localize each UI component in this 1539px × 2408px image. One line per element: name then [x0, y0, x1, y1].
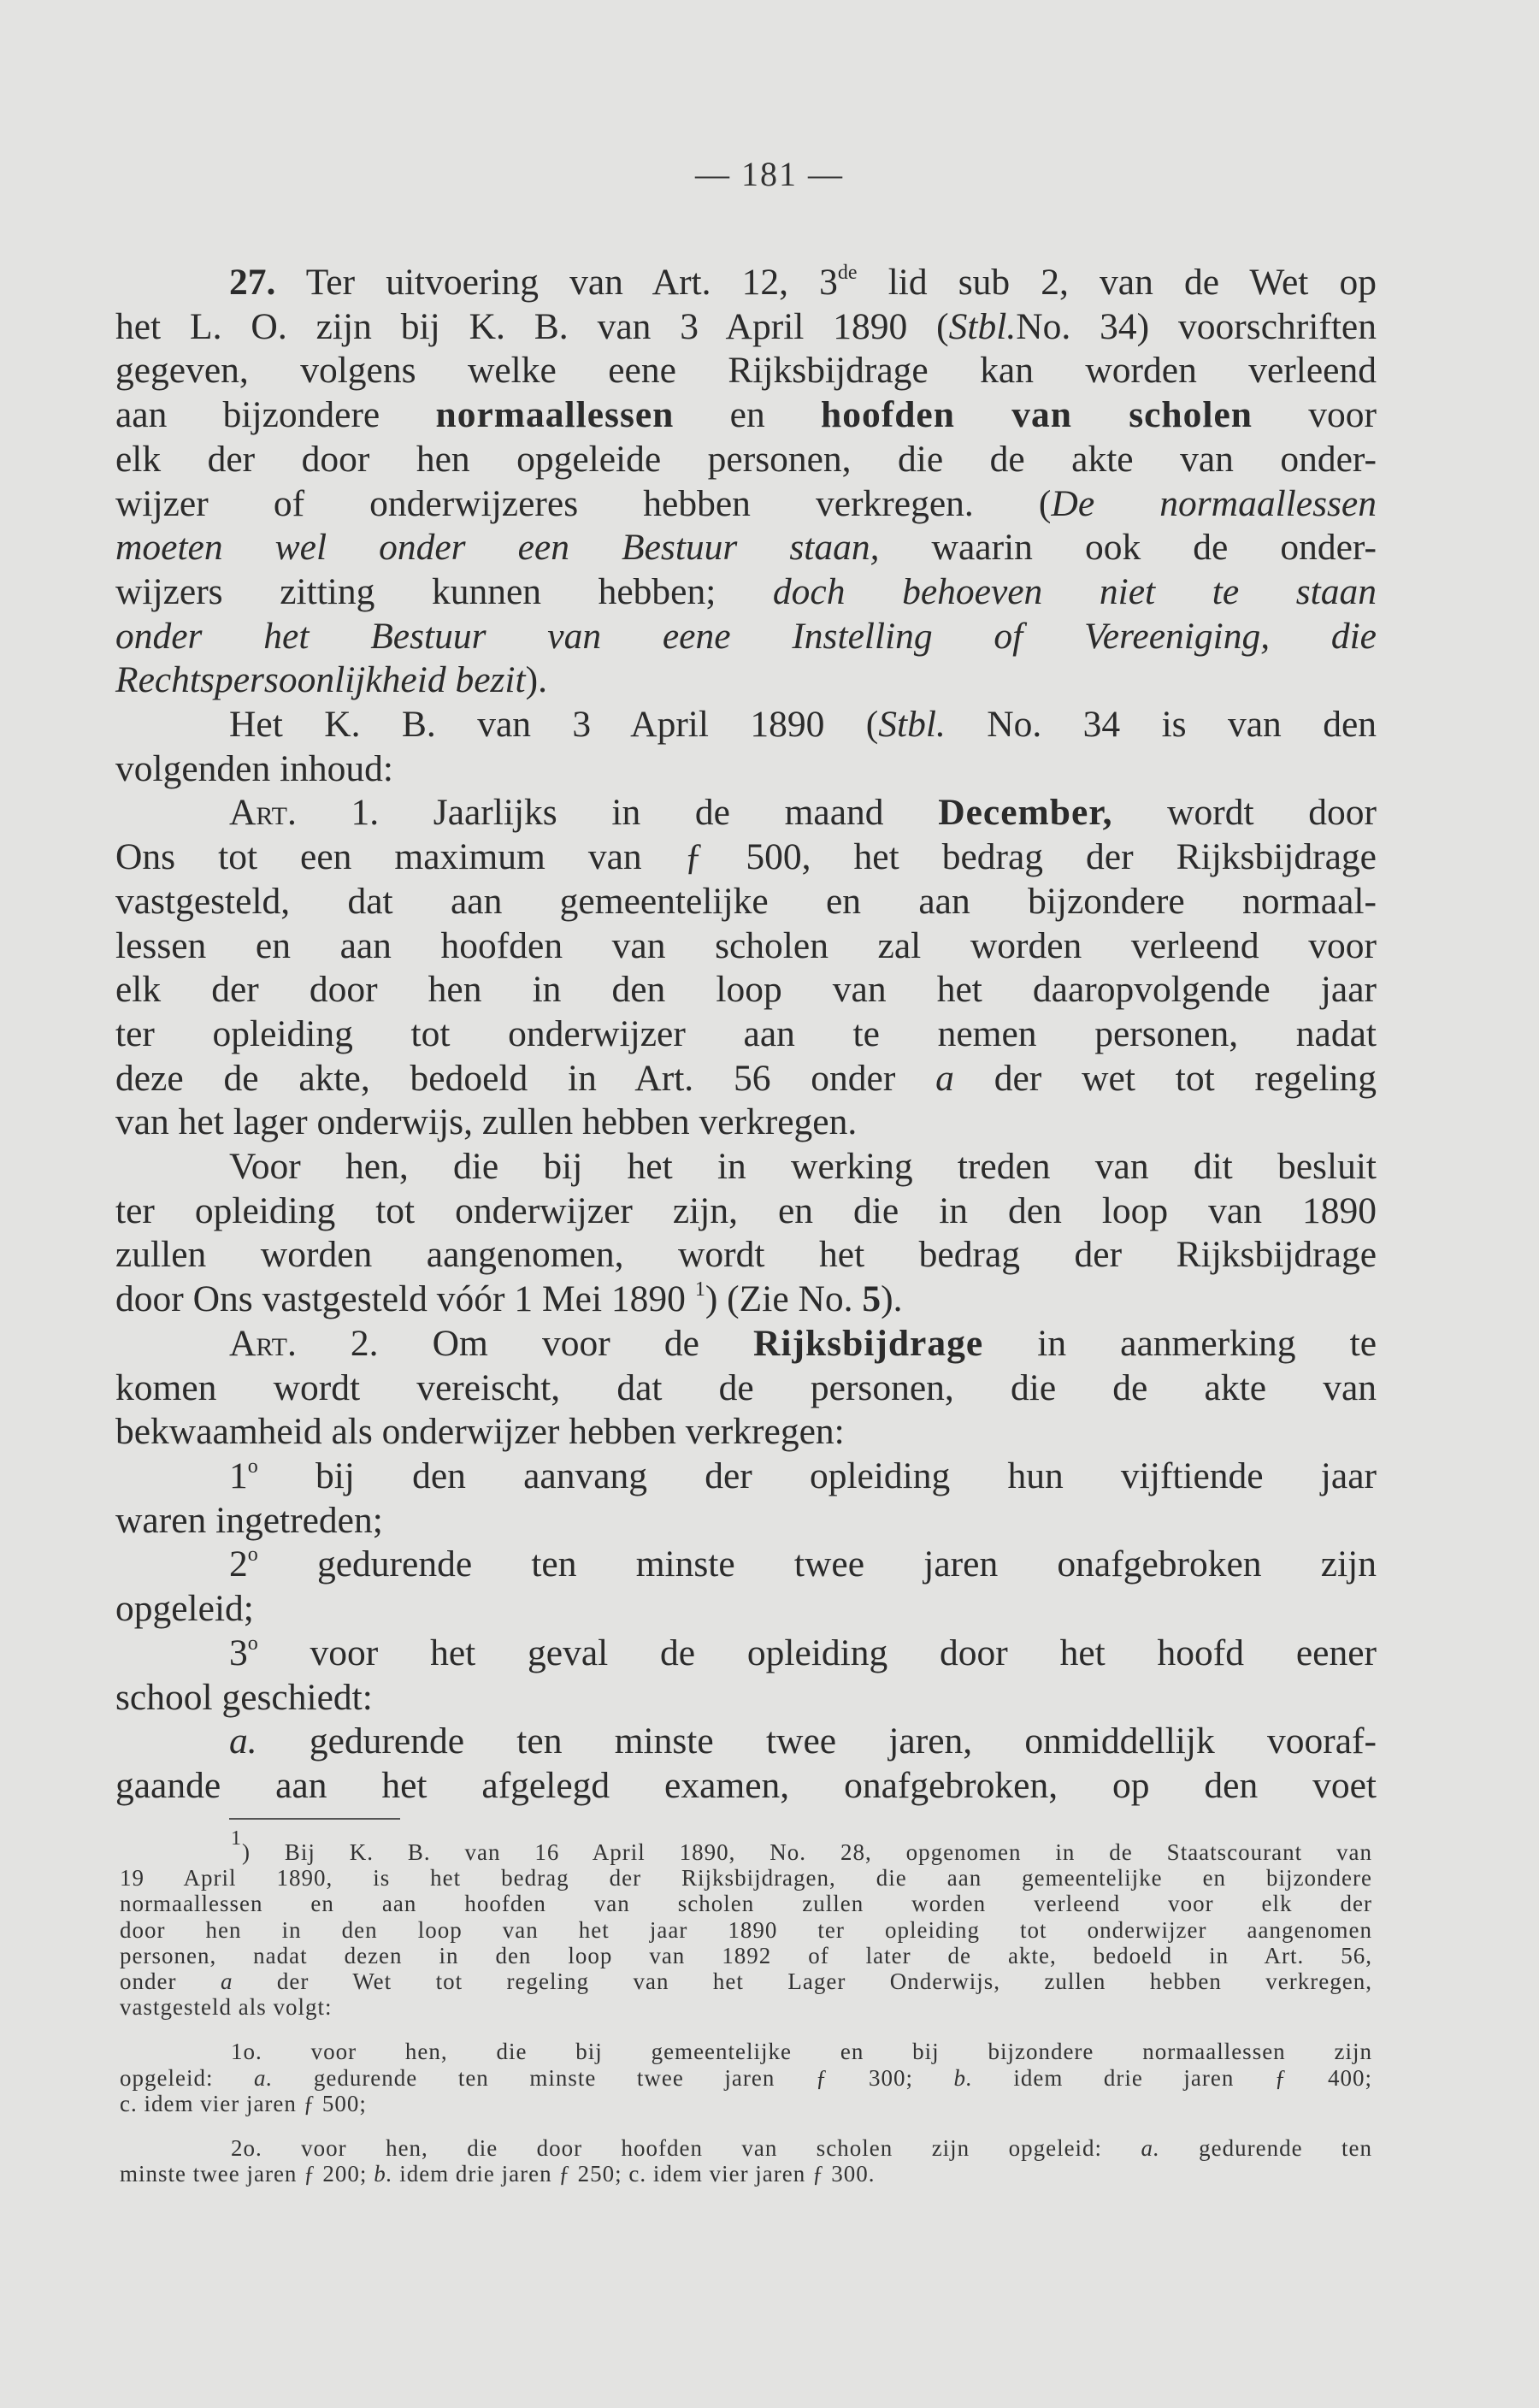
- text-line: Voor hen, die bij het in werking treden van dit besluit: [229, 1146, 1377, 1188]
- footnote-line: minste twee jaren ƒ 200; b. idem drie jaren ƒ 250; c. idem vier jaren ƒ 300.: [120, 2161, 876, 2187]
- footnote-marker: 1: [231, 1827, 242, 1850]
- text-line: onder het Bestuur van eene Instelling of Vereeniging, die: [115, 615, 1377, 657]
- text-line: Art. 1. Jaarlijks in de maand December, wordt door: [229, 792, 1377, 834]
- text-line: bekwaamheid als onderwijzer hebben verkregen:: [115, 1411, 845, 1453]
- text-line: ter opleiding tot onderwijzer aan te nemen personen, nadat: [115, 1012, 1377, 1054]
- text-line: aan bijzondere normaallessen en hoofden van scholen voor: [115, 394, 1377, 436]
- text-line: gegeven, volgens welke eene Rijksbijdrage kan worden verleend: [115, 350, 1377, 392]
- text-line: 3$^o$ voor het geval de opleiding door het hoofd eener: [229, 1632, 1377, 1673]
- text-line: elk der door hen in den loop van het daaropvolgende jaar: [115, 969, 1377, 1011]
- text-line: a. gedurende ten minste twee jaren, onmiddellijk vooraf-: [229, 1720, 1377, 1762]
- text-line: wijzer of onderwijzeres hebben verkregen. (De normaallessen: [115, 482, 1377, 524]
- footnote-line: normaallessen en aan hoofden van scholen zullen worden verleend voor elk der: [120, 1891, 1372, 1917]
- text-line: gaande aan het afgelegd examen, onafgebroken, op den voet: [115, 1764, 1377, 1806]
- text-line: van het lager onderwijs, zullen hebben verkregen.: [115, 1101, 858, 1143]
- text-line: het L. O. zijn bij K. B. van 3 April 1890 (Stbl.No. 34) voorschriften: [115, 305, 1377, 347]
- text-line: ter opleiding tot onderwijzer zijn, en die in den loop van 1890: [115, 1189, 1377, 1231]
- text-line: vastgesteld, dat aan gemeentelijke en aan bijzondere normaal-: [115, 880, 1377, 922]
- text-line: wijzers zitting kunnen hebben; doch behoeven niet te staan: [115, 570, 1377, 612]
- footnote-line: onder a der Wet tot regeling van het Lager Onderwijs, zullen hebben verkregen,: [120, 1968, 1372, 1995]
- text-line: elk der door hen opgeleide personen, die de akte van onder-: [115, 438, 1377, 480]
- text-line: Art. 2. Om voor de Rijksbijdrage in aanmerking te: [229, 1322, 1377, 1364]
- text-line: volgenden inhoud:: [115, 747, 393, 789]
- text-line: deze de akte, bedoeld in Art. 56 onder a der wet tot regeling: [115, 1057, 1377, 1099]
- footnote-line: 19 April 1890, is het bedrag der Rijksbijdragen, die aan gemeentelijke en bijzondere: [120, 1865, 1372, 1892]
- footnote-line: door hen in den loop van het jaar 1890 ter opleiding tot onderwijzer aangenomen: [120, 1916, 1372, 1943]
- text-line: opgeleid;: [115, 1588, 254, 1630]
- text-line: Ons tot een maximum van ƒ 500, het bedrag der Rijksbijdrage: [115, 836, 1377, 878]
- section-number: 27.: [229, 262, 276, 303]
- footnote-line: 2o. voor hen, die door hoofden van scholen zijn opgeleid: a. gedurende ten: [231, 2135, 1372, 2162]
- text-line: 2$^o$ gedurende ten minste twee jaren onafgebroken zijn: [229, 1543, 1377, 1585]
- text-line: Het K. B. van 3 April 1890 (Stbl. No. 34 is van den: [229, 704, 1377, 746]
- footnote: [120, 1827, 1372, 2187]
- footnote-line: c. idem vier jaren ƒ 500;: [120, 2090, 367, 2116]
- text-line: 27. Ter uitvoering van Art. 12, 3de lid sub 2, van de Wet op: [229, 262, 1377, 303]
- text-line: zullen worden aangenomen, wordt het bedrag der Rijksbijdrage: [115, 1234, 1377, 1276]
- footnote-ref: 1: [694, 1278, 705, 1301]
- footnote-line: vastgesteld als volgt:: [120, 1994, 333, 2021]
- footnote-line: $^1$) Bij K. B. van 16 April 1890, No. 28, opgenomen in de Staatscourant van: [231, 1827, 1372, 1865]
- text-line: moeten wel onder een Bestuur staan, waarin ook de onder-: [115, 527, 1377, 569]
- text-line: komen wordt vereischt, dat de personen, die de akte van: [115, 1366, 1377, 1408]
- text-line: waren ingetreden;: [115, 1499, 383, 1541]
- text-line: lessen en aan hoofden van scholen zal worden verleend voor: [115, 924, 1377, 966]
- footnote-divider: [229, 1818, 400, 1820]
- article-label: Art. 1.: [229, 792, 380, 834]
- article-label: Art. 2.: [229, 1322, 379, 1364]
- text-line: door Ons vastgesteld vóór 1 Mei 1890 $^1$) (Zie No. 5).: [115, 1278, 903, 1320]
- footnote-line: personen, nadat dezen in den loop van 1892 of later de akte, bedoeld in Art. 56,: [120, 1942, 1372, 1968]
- page-number: — 181 —: [695, 155, 844, 193]
- footnote-line: opgeleid: a. gedurende ten minste twee jaren ƒ 300; b. idem drie jaren ƒ 400;: [120, 2064, 1372, 2091]
- text-line: Rechtspersoonlijkheid bezit).: [115, 659, 547, 701]
- body-text: [115, 261, 1377, 1809]
- footnote-line: 1o. voor hen, die bij gemeentelijke en bij bijzondere normaallessen zijn: [231, 2039, 1372, 2065]
- text-line: school geschiedt:: [115, 1676, 373, 1718]
- text-line: 1$^o$ bij den aanvang der opleiding hun vijftiende jaar: [229, 1455, 1377, 1496]
